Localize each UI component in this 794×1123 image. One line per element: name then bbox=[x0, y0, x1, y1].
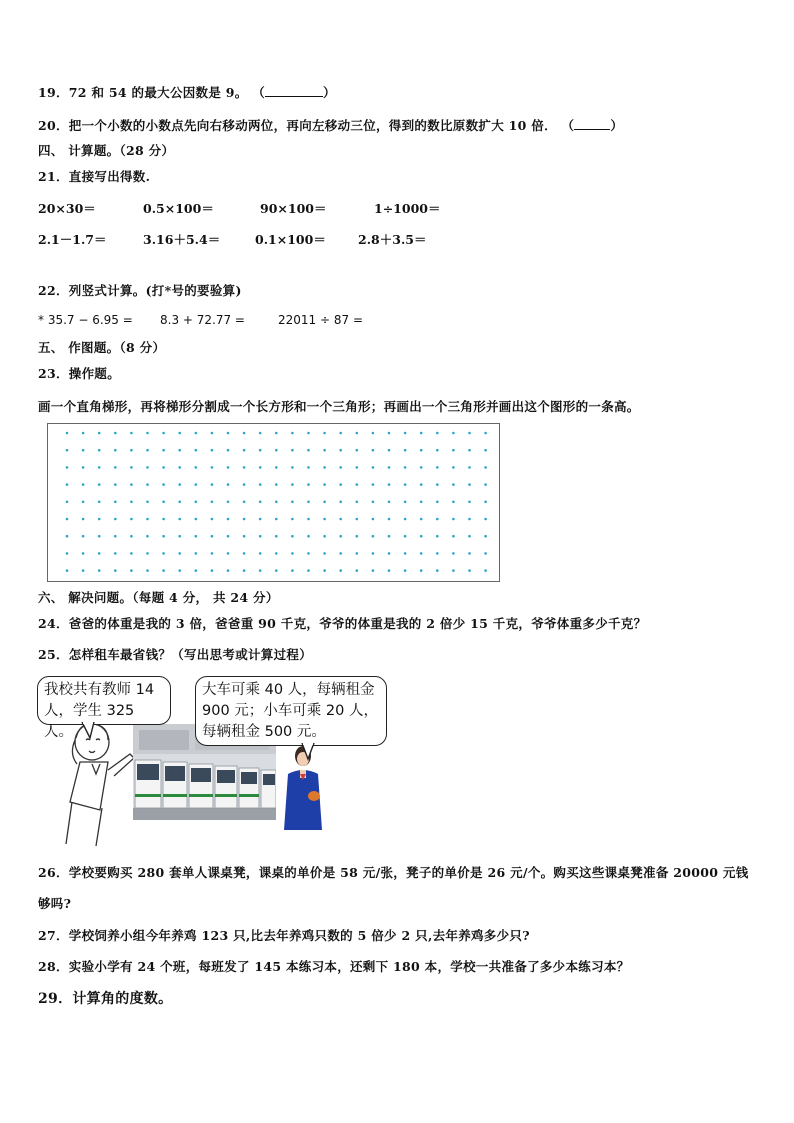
grid-dot bbox=[66, 501, 69, 504]
grid-dot bbox=[452, 449, 455, 452]
grid-dot bbox=[291, 552, 294, 555]
grid-dot bbox=[243, 501, 246, 504]
grid-dot bbox=[291, 518, 294, 521]
grid-dot bbox=[259, 501, 262, 504]
grid-dot bbox=[146, 552, 149, 555]
section-6-heading: 六、 解决问题。（每题 4 分， 共 24 分） bbox=[38, 590, 279, 605]
grid-dot bbox=[275, 535, 278, 538]
grid-dot bbox=[468, 535, 471, 538]
grid-dot bbox=[388, 535, 391, 538]
grid-dot bbox=[259, 552, 262, 555]
grid-dot bbox=[420, 552, 423, 555]
grid-dot bbox=[436, 501, 439, 504]
grid-dot bbox=[114, 449, 117, 452]
grid-dot bbox=[404, 449, 407, 452]
grid-dot bbox=[339, 432, 342, 435]
grid-dot bbox=[178, 518, 181, 521]
grid-dot bbox=[420, 569, 423, 572]
bubble-line: 大车可乘 40 人，每辆租金 bbox=[202, 682, 375, 698]
grid-dot bbox=[98, 535, 101, 538]
grid-dot bbox=[195, 552, 198, 555]
grid-dot bbox=[66, 535, 69, 538]
grid-dot bbox=[243, 535, 246, 538]
grid-dot bbox=[291, 449, 294, 452]
grid-dot bbox=[468, 483, 471, 486]
calc-item: 2.1－1.7＝ bbox=[38, 232, 107, 247]
grid-dot bbox=[356, 552, 359, 555]
grid-dot bbox=[484, 518, 487, 521]
question-26-line-1: 26．学校要购买 280 套单人课桌凳，课桌的单价是 58 元/张，凳子的单价是 26 元/个。购买这些课桌凳准备 20000 元钱 bbox=[38, 865, 749, 880]
grid-dot bbox=[323, 501, 326, 504]
grid-dot bbox=[211, 518, 214, 521]
dot-grid-canvas[interactable] bbox=[47, 423, 500, 582]
grid-dot bbox=[452, 483, 455, 486]
grid-dot bbox=[307, 569, 310, 572]
grid-dot bbox=[259, 569, 262, 572]
grid-dot bbox=[227, 535, 230, 538]
grid-dot bbox=[339, 535, 342, 538]
question-27: 27．学校饲养小组今年养鸡 123 只,比去年养鸡只数的 5 倍少 2 只,去年养鸡多少只? bbox=[38, 928, 530, 943]
grid-dot bbox=[275, 518, 278, 521]
grid-dot bbox=[130, 569, 133, 572]
grid-dot bbox=[146, 449, 149, 452]
grid-dot bbox=[146, 501, 149, 504]
grid-dot bbox=[211, 466, 214, 469]
grid-dot bbox=[275, 466, 278, 469]
grid-dot bbox=[178, 483, 181, 486]
grid-dot bbox=[468, 466, 471, 469]
grid-dot bbox=[404, 466, 407, 469]
grid-dot bbox=[468, 449, 471, 452]
grid-dot bbox=[404, 535, 407, 538]
grid-dot bbox=[323, 535, 326, 538]
bubble-line: 人，学生 325 人。 bbox=[44, 703, 135, 740]
grid-dot bbox=[227, 449, 230, 452]
grid-dot bbox=[243, 432, 246, 435]
grid-dot bbox=[66, 518, 69, 521]
grid-dot bbox=[339, 501, 342, 504]
question-21: 21．直接写出得数. bbox=[38, 169, 151, 184]
bubble-tail bbox=[80, 722, 102, 740]
grid-dot bbox=[162, 569, 165, 572]
grid-dot bbox=[484, 466, 487, 469]
question-20 bbox=[38, 116, 623, 134]
grid-dot bbox=[275, 552, 278, 555]
grid-dot bbox=[259, 432, 262, 435]
grid-dot bbox=[404, 518, 407, 521]
grid-dot bbox=[227, 552, 230, 555]
answer-blank[interactable] bbox=[265, 85, 323, 97]
grid-dot bbox=[275, 483, 278, 486]
grid-dot bbox=[130, 432, 133, 435]
grid-dot bbox=[130, 518, 133, 521]
grid-dot bbox=[356, 432, 359, 435]
question-19-text: 19．72 和 54 的最大公因数是 9。 （ bbox=[38, 85, 266, 100]
grid-dot bbox=[484, 483, 487, 486]
grid-dot bbox=[291, 569, 294, 572]
grid-dot bbox=[130, 483, 133, 486]
grid-dot bbox=[98, 432, 101, 435]
bubble-line: 我校共有教师 14 bbox=[44, 682, 155, 698]
grid-dot bbox=[420, 518, 423, 521]
grid-dot bbox=[388, 449, 391, 452]
calc-item: 0.1×100＝ bbox=[255, 232, 326, 247]
grid-dot bbox=[339, 552, 342, 555]
grid-dot bbox=[452, 432, 455, 435]
question-29: 29．计算角的度数。 bbox=[38, 991, 173, 1007]
grid-dot bbox=[388, 501, 391, 504]
grid-dot bbox=[259, 535, 262, 538]
grid-dot bbox=[162, 483, 165, 486]
grid-dot bbox=[162, 466, 165, 469]
grid-dot bbox=[339, 466, 342, 469]
grid-dot bbox=[356, 518, 359, 521]
grid-dot bbox=[420, 535, 423, 538]
grid-dot bbox=[82, 432, 85, 435]
grid-dot bbox=[243, 483, 246, 486]
grid-dot bbox=[195, 449, 198, 452]
bubble-tail bbox=[300, 743, 322, 761]
attendant-speech-bubble bbox=[195, 676, 387, 746]
grid-dot bbox=[114, 501, 117, 504]
grid-dot bbox=[275, 432, 278, 435]
grid-dot bbox=[307, 449, 310, 452]
question-20-text: 20．把一个小数的小数点先向右移动两位，再向左移动三位，得到的数比原数扩大 10 倍． （ bbox=[38, 118, 575, 133]
grid-dot bbox=[98, 483, 101, 486]
bubble-line: 900 元；小车可乘 20 人， bbox=[202, 703, 378, 719]
grid-dot bbox=[162, 552, 165, 555]
grid-dot bbox=[484, 569, 487, 572]
grid-dot bbox=[404, 569, 407, 572]
grid-dot bbox=[372, 569, 375, 572]
question-19 bbox=[38, 83, 336, 101]
grid-dot bbox=[211, 432, 214, 435]
grid-dot bbox=[195, 501, 198, 504]
grid-dot bbox=[291, 466, 294, 469]
question-22: 22．列竖式计算。(打*号的要验算) bbox=[38, 283, 242, 298]
grid-dot bbox=[404, 483, 407, 486]
grid-dot bbox=[195, 518, 198, 521]
grid-dot bbox=[484, 501, 487, 504]
grid-dot bbox=[82, 483, 85, 486]
question-23-instructions: 画一个直角梯形，再将梯形分割成一个长方形和一个三角形；再画出一个三角形并画出这个图形的一条高。 bbox=[38, 399, 640, 414]
grid-dot bbox=[388, 552, 391, 555]
grid-dot bbox=[243, 466, 246, 469]
grid-dot bbox=[114, 552, 117, 555]
grid-dot bbox=[468, 432, 471, 435]
grid-dot bbox=[323, 483, 326, 486]
grid-dot bbox=[307, 552, 310, 555]
grid-dot bbox=[162, 518, 165, 521]
grid-dot bbox=[388, 483, 391, 486]
grid-dot bbox=[66, 432, 69, 435]
grid-dot bbox=[243, 569, 246, 572]
grid-dot bbox=[436, 552, 439, 555]
grid-dot bbox=[372, 483, 375, 486]
grid-dot bbox=[211, 569, 214, 572]
grid-dot bbox=[484, 535, 487, 538]
grid-dot bbox=[452, 501, 455, 504]
question-24: 24．爸爸的体重是我的 3 倍，爸爸重 90 千克，爷爷的体重是我的 2 倍少 15 千克，爷爷体重多少千克？ bbox=[38, 616, 647, 631]
grid-dot bbox=[114, 466, 117, 469]
grid-dot bbox=[372, 449, 375, 452]
grid-dot bbox=[162, 535, 165, 538]
grid-dot bbox=[323, 552, 326, 555]
grid-dot bbox=[195, 535, 198, 538]
grid-dot bbox=[372, 518, 375, 521]
grid-dot bbox=[339, 449, 342, 452]
grid-dot bbox=[420, 432, 423, 435]
column-calc-item: * 35.7 − 6.95 = bbox=[38, 313, 133, 327]
grid-dot bbox=[178, 535, 181, 538]
grid-dot bbox=[468, 569, 471, 572]
grid-dot bbox=[339, 569, 342, 572]
bubble-line: 每辆租金 500 元。 bbox=[202, 724, 326, 740]
grid-dot bbox=[452, 569, 455, 572]
grid-dot bbox=[323, 518, 326, 521]
section-4-heading: 四、 计算题。（28 分） bbox=[38, 143, 175, 158]
grid-dot bbox=[195, 432, 198, 435]
grid-dot bbox=[420, 483, 423, 486]
grid-dot bbox=[372, 552, 375, 555]
grid-dot bbox=[98, 466, 101, 469]
grid-dot bbox=[468, 501, 471, 504]
grid-dot bbox=[388, 432, 391, 435]
grid-dot bbox=[98, 552, 101, 555]
grid-dot bbox=[356, 466, 359, 469]
grid-dot bbox=[98, 518, 101, 521]
grid-dot bbox=[195, 483, 198, 486]
grid-dot bbox=[146, 518, 149, 521]
grid-dot bbox=[339, 518, 342, 521]
grid-dot bbox=[114, 535, 117, 538]
calc-item: 90×100＝ bbox=[260, 201, 327, 216]
grid-dot bbox=[372, 466, 375, 469]
grid-dot bbox=[114, 483, 117, 486]
grid-dot bbox=[420, 466, 423, 469]
grid-dot bbox=[436, 569, 439, 572]
grid-dot bbox=[372, 501, 375, 504]
grid-dot bbox=[420, 501, 423, 504]
grid-dot bbox=[146, 569, 149, 572]
grid-dot bbox=[178, 501, 181, 504]
grid-dot bbox=[307, 483, 310, 486]
grid-dot bbox=[178, 569, 181, 572]
grid-dot bbox=[114, 569, 117, 572]
grid-dot bbox=[178, 552, 181, 555]
teacher-speech-bubble bbox=[37, 676, 171, 740]
grid-dot bbox=[211, 501, 214, 504]
grid-dot bbox=[372, 432, 375, 435]
grid-dot bbox=[404, 432, 407, 435]
grid-dot bbox=[323, 432, 326, 435]
column-calc-item: 8.3 + 72.77 = bbox=[160, 313, 245, 327]
grid-dot bbox=[146, 432, 149, 435]
grid-dot bbox=[98, 569, 101, 572]
grid-dot bbox=[291, 501, 294, 504]
grid-dot bbox=[162, 432, 165, 435]
grid-dot bbox=[484, 449, 487, 452]
calc-item: 0.5×100＝ bbox=[143, 201, 214, 216]
grid-dot bbox=[291, 483, 294, 486]
grid-dot bbox=[66, 483, 69, 486]
question-25: 25．怎样租车最省钱？（写出思考或计算过程） bbox=[38, 647, 312, 662]
grid-dot bbox=[178, 449, 181, 452]
grid-dot bbox=[227, 518, 230, 521]
grid-dot bbox=[259, 483, 262, 486]
question-23: 23．操作题。 bbox=[38, 366, 120, 381]
grid-dot bbox=[227, 466, 230, 469]
grid-dot bbox=[468, 518, 471, 521]
grid-dot bbox=[82, 518, 85, 521]
answer-blank[interactable] bbox=[574, 118, 610, 130]
grid-dot bbox=[211, 449, 214, 452]
grid-dot bbox=[130, 466, 133, 469]
grid-dot bbox=[162, 449, 165, 452]
grid-dot bbox=[452, 552, 455, 555]
grid-dot bbox=[98, 501, 101, 504]
grid-dot bbox=[388, 569, 391, 572]
grid-dot bbox=[82, 501, 85, 504]
grid-dot bbox=[356, 569, 359, 572]
grid-dot bbox=[388, 518, 391, 521]
grid-dot bbox=[388, 466, 391, 469]
question-28: 28．实验小学有 24 个班，每班发了 145 本练习本，还剩下 180 本，学校一共准备了多少本练习本？ bbox=[38, 959, 630, 974]
grid-dot bbox=[436, 466, 439, 469]
grid-dot bbox=[211, 535, 214, 538]
grid-dot bbox=[178, 432, 181, 435]
grid-dot bbox=[178, 466, 181, 469]
grid-dot bbox=[372, 535, 375, 538]
question-26-line-2: 够吗? bbox=[38, 896, 72, 911]
grid-dot bbox=[307, 518, 310, 521]
grid-dot bbox=[227, 501, 230, 504]
grid-dot bbox=[356, 449, 359, 452]
grid-dot bbox=[66, 449, 69, 452]
grid-dot bbox=[436, 432, 439, 435]
grid-dot bbox=[130, 552, 133, 555]
grid-dot bbox=[130, 535, 133, 538]
grid-dot bbox=[436, 449, 439, 452]
grid-dot bbox=[259, 466, 262, 469]
grid-dot bbox=[195, 569, 198, 572]
paren-close: ） bbox=[323, 85, 336, 100]
grid-dot bbox=[452, 518, 455, 521]
grid-dot bbox=[356, 483, 359, 486]
grid-dot bbox=[484, 432, 487, 435]
grid-dot bbox=[259, 449, 262, 452]
grid-dot bbox=[82, 569, 85, 572]
grid-dot bbox=[307, 432, 310, 435]
section-5-heading: 五、 作图题。（8 分） bbox=[38, 340, 166, 355]
grid-dot bbox=[452, 535, 455, 538]
grid-dot bbox=[323, 569, 326, 572]
grid-dot bbox=[114, 432, 117, 435]
column-calc-item: 22011 ÷ 87 = bbox=[278, 313, 363, 327]
calc-item: 20×30＝ bbox=[38, 201, 96, 216]
grid-dot bbox=[356, 535, 359, 538]
grid-dot bbox=[420, 449, 423, 452]
grid-dot bbox=[323, 466, 326, 469]
grid-dot bbox=[162, 501, 165, 504]
grid-dot bbox=[227, 432, 230, 435]
grid-dot bbox=[146, 535, 149, 538]
grid-dot bbox=[146, 466, 149, 469]
grid-dot bbox=[484, 552, 487, 555]
grid-dot bbox=[291, 535, 294, 538]
grid-dot bbox=[66, 466, 69, 469]
paren-close: ） bbox=[610, 118, 624, 133]
grid-dot bbox=[275, 569, 278, 572]
grid-dot bbox=[436, 535, 439, 538]
grid-dot bbox=[436, 483, 439, 486]
grid-dot bbox=[146, 483, 149, 486]
grid-dot bbox=[82, 552, 85, 555]
grid-dot bbox=[130, 501, 133, 504]
grid-dot bbox=[130, 449, 133, 452]
grid-dot bbox=[195, 466, 198, 469]
calc-item: 1÷1000＝ bbox=[374, 201, 441, 216]
grid-dot bbox=[404, 501, 407, 504]
grid-dot bbox=[211, 483, 214, 486]
grid-dot bbox=[82, 466, 85, 469]
grid-dot bbox=[243, 449, 246, 452]
grid-dot bbox=[339, 483, 342, 486]
grid-dot bbox=[82, 449, 85, 452]
grid-dot bbox=[259, 518, 262, 521]
grid-dot bbox=[356, 501, 359, 504]
calc-item: 2.8＋3.5＝ bbox=[358, 232, 427, 247]
grid-dot bbox=[275, 449, 278, 452]
grid-dot bbox=[291, 432, 294, 435]
grid-dot bbox=[307, 535, 310, 538]
grid-dot bbox=[82, 535, 85, 538]
grid-dot bbox=[227, 569, 230, 572]
grid-dot bbox=[243, 518, 246, 521]
grid-dot bbox=[307, 501, 310, 504]
grid-dot bbox=[468, 552, 471, 555]
grid-dot bbox=[307, 466, 310, 469]
grid-dot bbox=[275, 501, 278, 504]
grid-dot bbox=[452, 466, 455, 469]
grid-dot bbox=[243, 552, 246, 555]
grid-dot bbox=[323, 449, 326, 452]
grid-dot bbox=[436, 518, 439, 521]
grid-dot bbox=[114, 518, 117, 521]
calc-item: 3.16＋5.4＝ bbox=[143, 232, 221, 247]
grid-dot bbox=[98, 449, 101, 452]
grid-dot bbox=[66, 569, 69, 572]
grid-dot bbox=[211, 552, 214, 555]
grid-dot bbox=[227, 483, 230, 486]
grid-dot bbox=[66, 552, 69, 555]
grid-dot bbox=[404, 552, 407, 555]
